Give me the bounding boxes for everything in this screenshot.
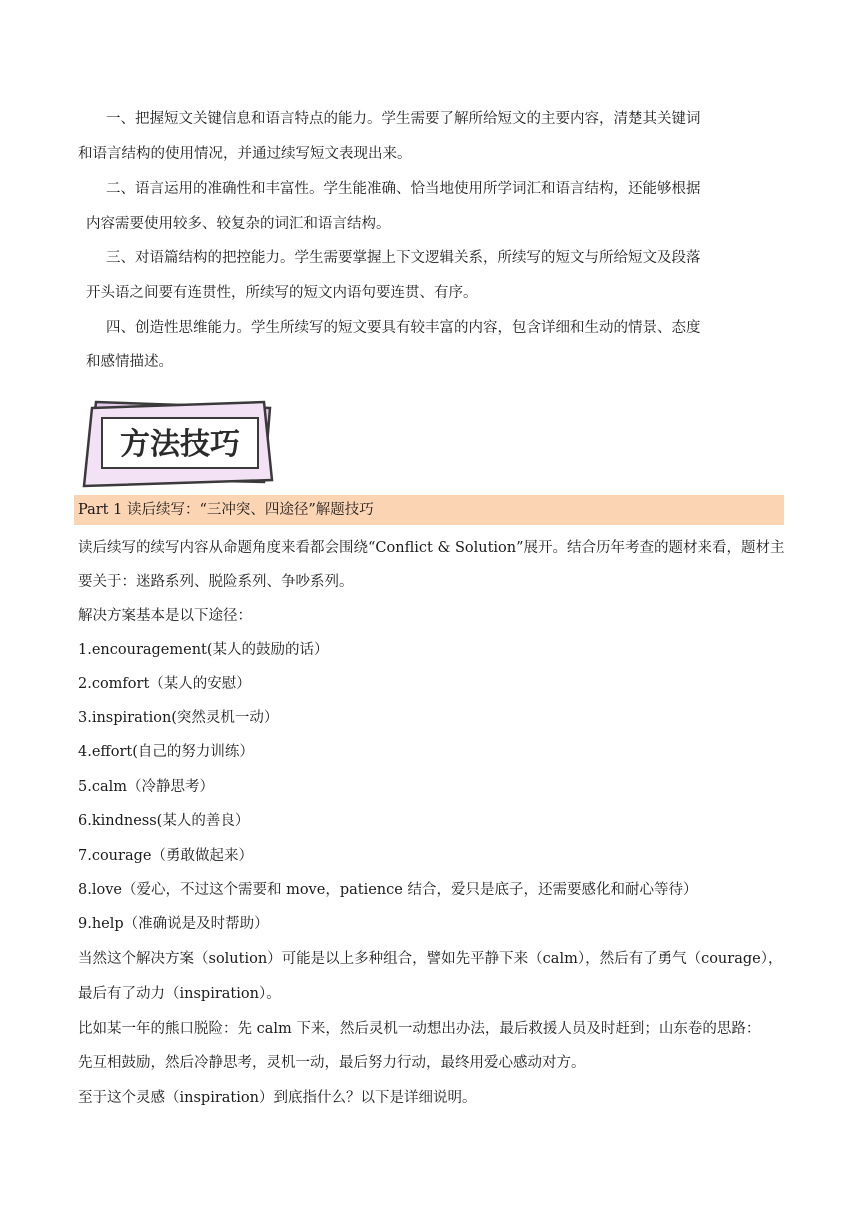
intro-1-line-1: 一、把握短文关键信息和语言特点的能力。学生需要了解所给短文的主要内容，清楚其关键词 xyxy=(106,111,701,127)
body-p3-line-1: 当然这个解决方案（solution）可能是以上多种组合，譬如先平静下来（calm），然后有了勇气（courage）， xyxy=(78,951,783,967)
intro-2-line-1: 二、语言运用的准确性和丰富性。学生能准确、恰当地使用所学词汇和语言结构，还能够根据 xyxy=(106,181,701,197)
list-item: 4.effort(自己的努力训练） xyxy=(78,744,254,760)
intro-3-line-1: 三、对语篇结构的把控能力。学生需要掌握上下文逻辑关系，所续写的短文与所给短文及段落 xyxy=(106,250,701,266)
intro-4-line-1: 四、创造性思维能力。学生所续写的短文要具有较丰富的内容，包含详细和生动的情景、态度 xyxy=(106,320,701,336)
method-banner xyxy=(78,398,278,490)
list-item: 8.love（爱心，不过这个需要和 move，patience 结合，爱只是底子，还需要感化和耐心等待） xyxy=(78,882,698,898)
list-item: 2.comfort（某人的安慰） xyxy=(78,676,251,692)
list-item: 5.calm（冷静思考） xyxy=(78,779,214,795)
list-item: 7.courage（勇敢做起来） xyxy=(78,848,253,864)
body-p1-line-1: 读后续写的续写内容从命题角度来看都会围绕“Conflict & Solution”展开。结合历年考查的题材来看，题材主 xyxy=(78,540,785,556)
banner-card-graphic xyxy=(78,398,278,490)
section-heading-bar xyxy=(74,495,784,525)
body-p5: 至于这个灵感（inspiration）到底指什么？以下是详细说明。 xyxy=(78,1090,477,1106)
body-p4-line-2: 先互相鼓励，然后冷静思考，灵机一动，最后努力行动，最终用爱心感动对方。 xyxy=(78,1055,586,1071)
body-p1-line-2: 要关于：迷路系列、脱险系列、争吵系列。 xyxy=(78,574,354,590)
body-p4-line-1: 比如某一年的熊口脱险：先 calm 下来，然后灵机一动想出办法，最后救援人员及时赶到；山东卷的思路： xyxy=(78,1021,761,1037)
banner-title: 方法技巧 xyxy=(120,427,240,462)
intro-2-line-2: 内容需要使用较多、较复杂的词汇和语言结构。 xyxy=(86,216,391,232)
section-heading: Part 1 读后续写：“三冲突、四途径”解题技巧 xyxy=(78,502,374,518)
intro-4-line-2: 和感情描述。 xyxy=(86,354,173,370)
body-p2: 解决方案基本是以下途径： xyxy=(78,608,252,624)
body-p3-line-2: 最后有了动力（inspiration）。 xyxy=(78,986,281,1002)
intro-3-line-2: 开头语之间要有连贯性，所续写的短文内语句要连贯、有序。 xyxy=(86,285,478,301)
intro-1-line-2: 和语言结构的使用情况，并通过续写短文表现出来。 xyxy=(78,146,412,162)
list-item: 6.kindness(某人的善良） xyxy=(78,813,250,829)
list-item: 3.inspiration(突然灵机一动） xyxy=(78,710,279,726)
list-item: 9.help（准确说是及时帮助） xyxy=(78,916,269,932)
list-item: 1.encouragement(某人的鼓励的话） xyxy=(78,642,329,658)
